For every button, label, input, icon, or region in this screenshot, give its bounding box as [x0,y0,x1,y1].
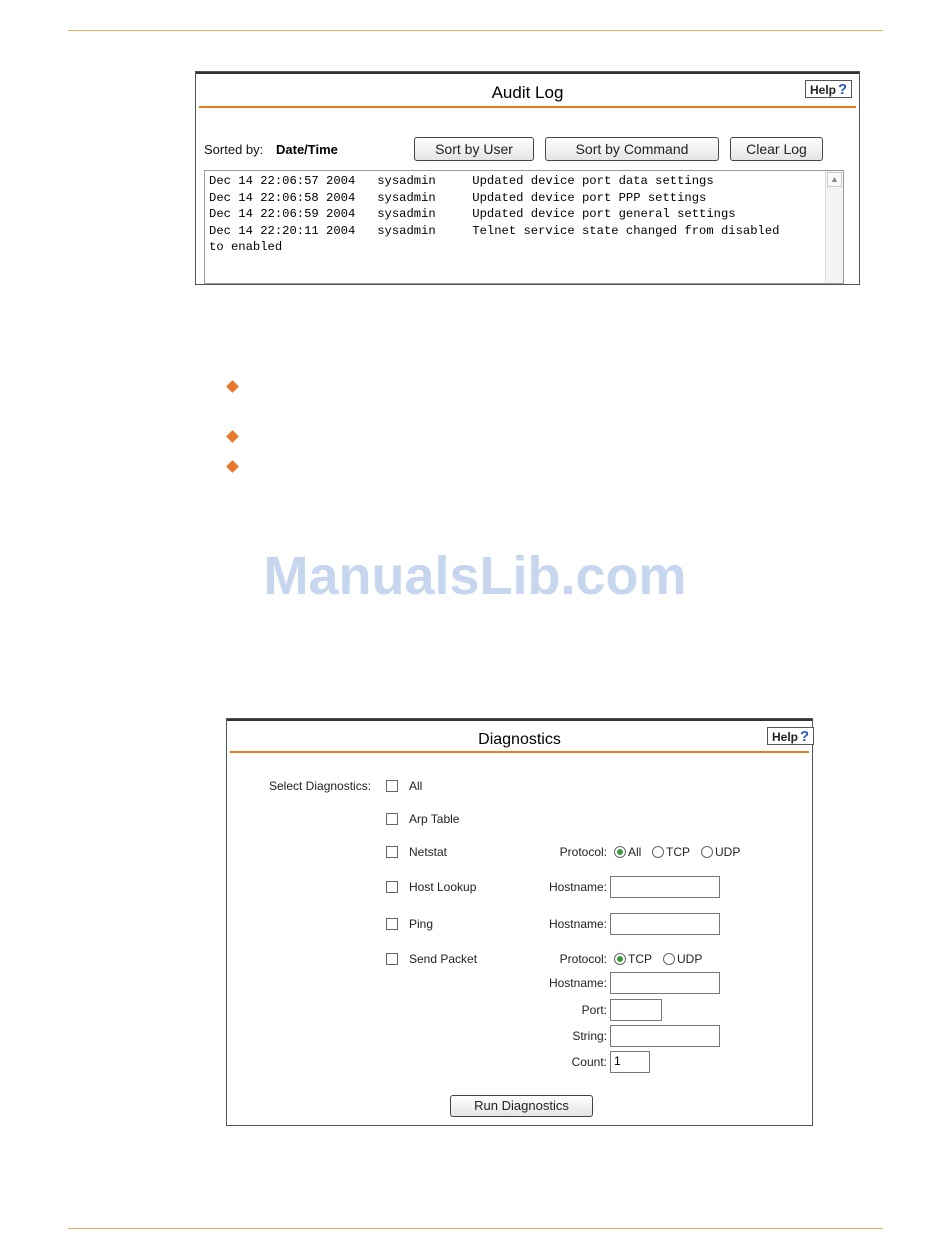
ping-checkbox[interactable] [386,918,398,930]
ping-label: Ping [409,917,434,931]
netstat-all-label: All [628,845,642,859]
all-checkbox[interactable] [386,780,398,792]
string-label: String: [572,1029,607,1043]
send-packet-tcp-radio[interactable] [614,953,626,965]
question-icon: ? [838,81,848,98]
sorted-by-value: Date/Time [276,142,338,157]
netstat-label: Netstat [409,845,448,859]
header-rule [68,30,883,31]
sort-by-user-button[interactable]: Sort by User [414,137,534,161]
audit-log-entries: Dec 14 22:06:57 2004 sysadmin Updated device port data settings Dec 14 22:06:58 2004 sysadmin Updated device port PPP settings Dec 14 22:06:59 2004 sysadmin Updated device port general settings Dec 14 22:20:11 2004 sysadmin Telnet service state changed from disabled to enabled [209,174,780,254]
send-packet-protocol-label: Protocol: [559,952,607,966]
log-scrollbar[interactable] [825,171,843,283]
title-divider [199,106,856,108]
help-label: Help [772,730,799,744]
count-label: Count: [571,1055,607,1069]
watermark: ManualsLib.com [263,546,687,606]
audit-log-textarea[interactable] [204,170,844,284]
select-diagnostics-label: Select Diagnostics: [269,779,372,793]
string-input[interactable] [610,1025,720,1047]
clear-log-button[interactable]: Clear Log [730,137,823,161]
audit-log-title: Audit Log [491,83,564,102]
host-lookup-label: Host Lookup [409,880,477,894]
help-label: Help [810,83,837,97]
sort-by-command-button[interactable]: Sort by Command [545,137,719,161]
send-packet-label: Send Packet [409,952,478,966]
netstat-protocol-label: Protocol: [559,845,607,859]
send-packet-checkbox[interactable] [386,953,398,965]
bullet-icon [226,380,239,393]
port-input[interactable] [610,999,662,1021]
host-lookup-checkbox[interactable] [386,881,398,893]
netstat-checkbox[interactable] [386,846,398,858]
bullet-icon [226,460,239,473]
netstat-all-radio[interactable] [614,846,626,858]
arp-table-label: Arp Table [409,812,460,826]
title-divider [230,751,809,753]
count-input[interactable]: 1 [610,1051,650,1073]
send-packet-tcp-label: TCP [628,952,652,966]
ping-hostname-label: Hostname: [548,917,607,931]
send-packet-udp-radio[interactable] [663,953,675,965]
sorted-by-label: Sorted by: [204,142,264,157]
host-lookup-hostname-label: Hostname: [548,880,607,894]
send-packet-udp-label: UDP [677,952,703,966]
netstat-tcp-label: TCP [666,845,690,859]
question-icon: ? [800,728,810,745]
netstat-udp-radio[interactable] [701,846,713,858]
footer-rule [68,1228,883,1229]
send-packet-hostname-label: Hostname: [548,976,607,990]
bullet-icon [226,430,239,443]
ping-hostname-input[interactable] [610,913,720,935]
port-label: Port: [581,1003,607,1017]
diagnostics-title: Diagnostics [478,731,561,748]
run-diagnostics-button[interactable]: Run Diagnostics [450,1095,593,1117]
help-button[interactable] [805,80,852,98]
arp-table-checkbox[interactable] [386,813,398,825]
help-button[interactable] [767,727,814,745]
panel-top-border [196,72,859,74]
all-label: All [409,779,423,793]
panel-top-border [227,719,812,721]
scroll-up-icon[interactable]: ▲ [827,172,842,187]
audit-log-panel [195,71,860,285]
host-lookup-hostname-input[interactable] [610,876,720,898]
diagnostics-panel [226,718,813,1126]
netstat-udp-label: UDP [715,845,741,859]
send-packet-hostname-input[interactable] [610,972,720,994]
netstat-tcp-radio[interactable] [652,846,664,858]
